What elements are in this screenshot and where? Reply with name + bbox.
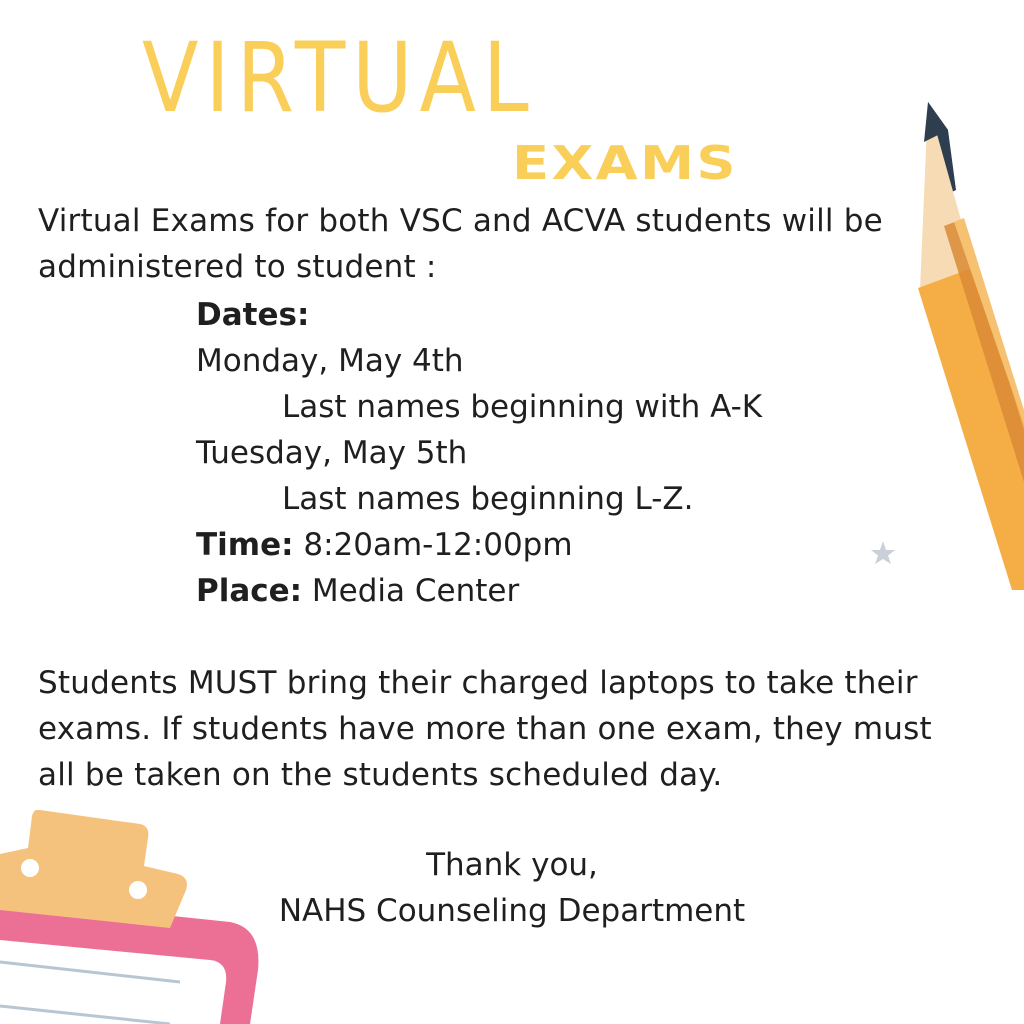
clipboard-icon — [0, 810, 270, 1024]
place-label: Place: — [196, 573, 303, 609]
exam-schedule — [196, 292, 762, 614]
day-2: Tuesday, May 5th — [196, 435, 468, 471]
page-subtitle: EXAMS — [512, 136, 738, 190]
notice-paragraph — [38, 660, 998, 798]
intro-line-1: Virtual Exams for both VSC and ACVA students will be — [38, 203, 883, 239]
notice-line-2: exams. If students have more than one exam, they must — [38, 711, 932, 747]
department-name: NAHS Counseling Department — [278, 893, 746, 929]
day-1-group: Last names beginning with A-K — [282, 389, 763, 425]
thanks-text: Thank you, — [426, 847, 598, 883]
notice-line-1: Students MUST bring their charged laptops to take their — [38, 665, 918, 701]
pencil-icon — [900, 90, 1024, 590]
page-title: VIRTUAL — [142, 22, 536, 134]
intro-line-2: administered to student : — [38, 249, 437, 285]
time-value: 8:20am-12:00pm — [293, 527, 573, 563]
time-row — [196, 522, 762, 568]
day-1: Monday, May 4th — [196, 343, 464, 379]
star-icon — [870, 540, 896, 566]
dates-label: Dates: — [196, 297, 310, 333]
place-value: Media Center — [302, 573, 520, 609]
day-2-group: Last names beginning L-Z. — [282, 481, 694, 517]
place-row — [196, 568, 762, 614]
intro-paragraph — [38, 198, 938, 290]
time-label: Time: — [196, 527, 294, 563]
notice-line-3: all be taken on the students scheduled day. — [38, 757, 723, 793]
